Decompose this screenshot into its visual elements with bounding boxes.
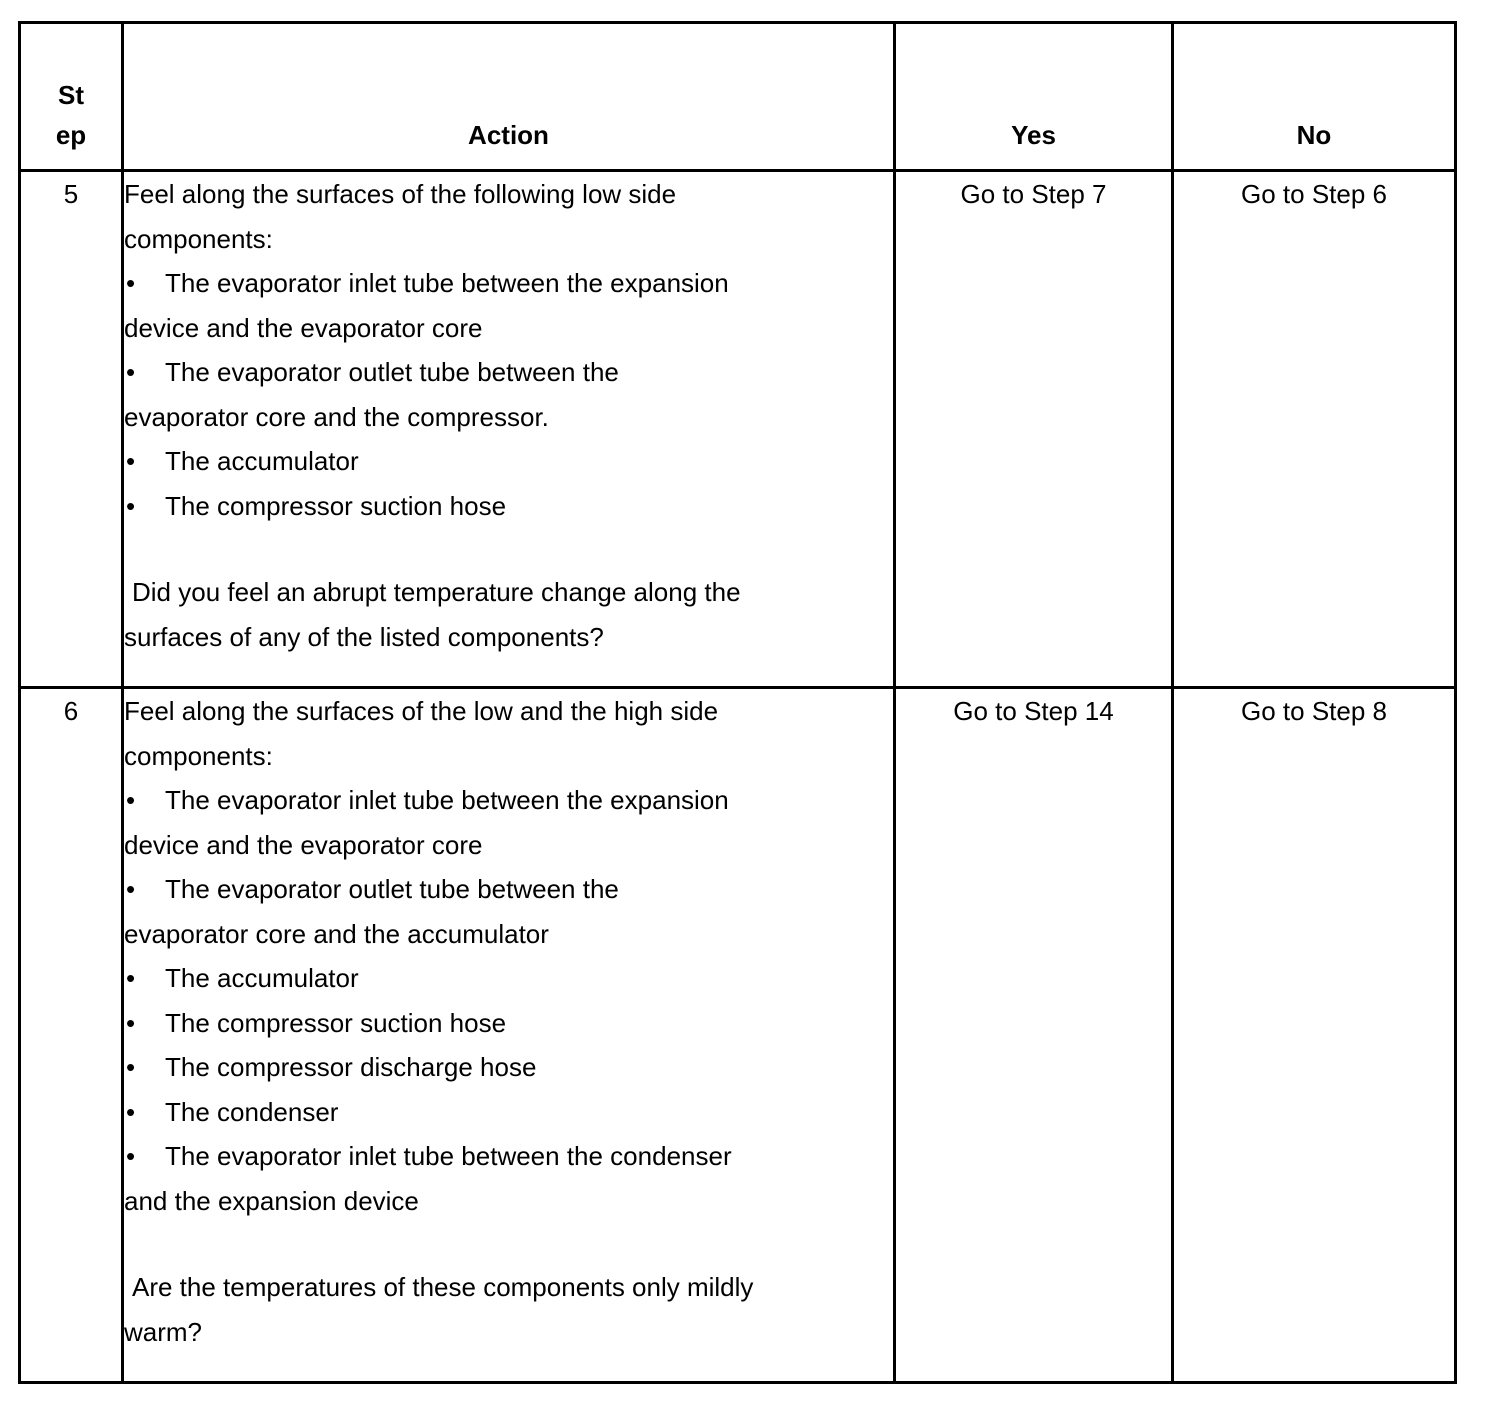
bullet-icon: • [126,268,136,298]
bullet-icon: • [126,490,136,521]
bullet-icon: • [126,1052,136,1082]
bullet-icon: • [126,1096,136,1127]
list-item-cont: evaporator core and the accumulator [124,918,549,949]
list-item: • The compressor suction hose [124,484,893,529]
header-yes: Yes [895,23,1173,171]
list-item: • The accumulator [124,439,893,484]
list-item-cont: device and the evaporator core [124,829,483,860]
action-intro: Feel along the surfaces of the following low side [124,179,677,209]
bullet-icon: • [126,1141,136,1171]
list-item: • The evaporator outlet tube between the [124,867,893,912]
action-question: Did you feel an abrupt temperature change along the [132,577,741,607]
header-action: Action [123,23,895,171]
yes-result: Go to Step 7 [895,171,1173,688]
diagnostic-table [18,21,1457,1384]
step-number: 6 [20,688,123,1383]
list-item: • The accumulator [124,956,893,1001]
header-step: St ep [20,23,123,171]
table-row [20,688,1456,1383]
bullet-icon: • [126,785,136,815]
action-intro-cont: components: [124,223,273,254]
action-intro-cont: components: [124,740,273,771]
bullet-icon: • [126,446,136,476]
no-result: Go to Step 8 [1173,688,1456,1383]
list-item: • The evaporator inlet tube between the expansion [124,261,893,306]
list-item: • The evaporator inlet tube between the condenser [124,1134,893,1179]
bullet-icon: • [126,874,136,904]
step-number: 5 [20,171,123,688]
action-intro: Feel along the surfaces of the low and the high side [124,696,719,726]
action-question: Are the temperatures of these components only mildly [132,1272,754,1302]
action-cell [123,171,895,688]
list-item-cont: device and the evaporator core [124,312,483,343]
list-item: • The condenser [124,1090,893,1135]
list-item: • The compressor discharge hose [124,1045,893,1090]
list-item: • The evaporator inlet tube between the expansion [124,778,893,823]
table-header-row [20,23,1456,171]
bullet-icon: • [126,357,136,387]
action-question-cont: surfaces of any of the listed components? [124,621,604,652]
header-no: No [1173,23,1456,171]
bullet-icon: • [126,1007,136,1038]
yes-result: Go to Step 14 [895,688,1173,1383]
table-row [20,171,1456,688]
list-item: • The compressor suction hose [124,1001,893,1046]
list-item-cont: evaporator core and the compressor. [124,401,549,432]
bullet-icon: • [126,963,136,993]
no-result: Go to Step 6 [1173,171,1456,688]
list-item-cont: and the expansion device [124,1185,419,1216]
action-cell [123,688,895,1383]
list-item: • The evaporator outlet tube between the [124,350,893,395]
action-question-cont: warm? [124,1316,203,1347]
